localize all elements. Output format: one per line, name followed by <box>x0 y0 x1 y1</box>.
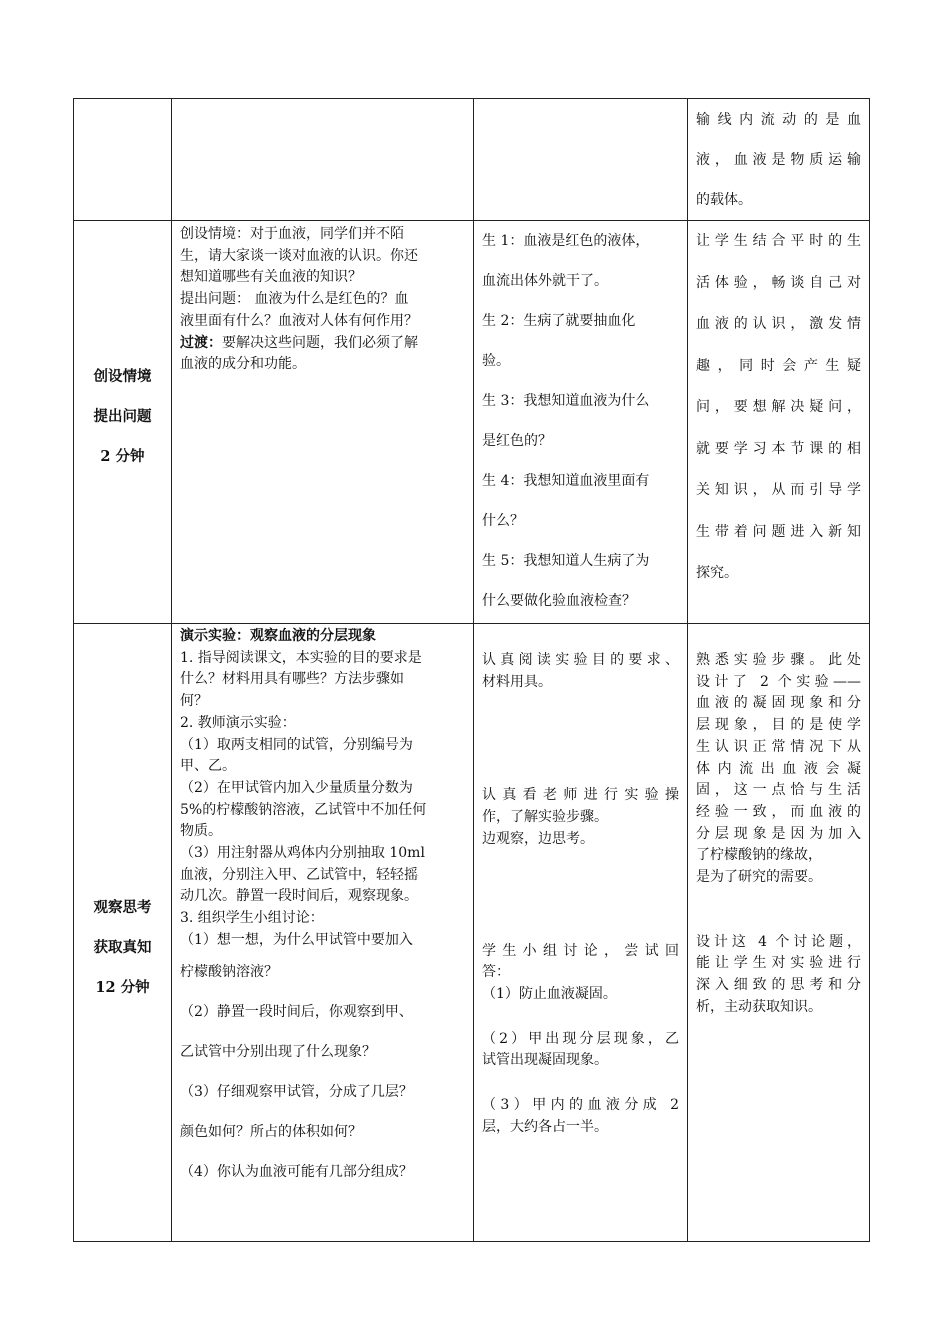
student-text: 生 1：血液是红色的液体， <box>482 233 650 249</box>
teacher-text: 颜色如何？所占的体积如何？ <box>180 1123 362 1140</box>
teacher-text: （2）在甲试管内加入少量质量分数为 <box>180 779 413 796</box>
table-row <box>74 221 870 624</box>
intent-line: 输线内流动的是血 <box>696 112 861 128</box>
intent-line: 层现象，目的是使学 <box>696 717 861 734</box>
stage-duration: 2 分钟 <box>100 448 145 465</box>
stage-cell <box>74 221 172 624</box>
teacher-activity-cell <box>172 221 474 624</box>
teacher-text: （3）仔细观察甲试管，分成了几层？ <box>180 1083 413 1100</box>
intent-line: 血液的凝固现象和分 <box>696 695 861 712</box>
intent-line: 设计这 4 个讨论题， <box>696 933 861 950</box>
lesson-plan-table <box>73 98 870 1242</box>
student-text: 作，了解实验步骤。 <box>482 809 608 826</box>
student-text: 边观察，边思考。 <box>482 830 594 847</box>
student-activity-cell <box>474 624 688 1242</box>
student-text: （2）甲出现分层现象，乙 <box>482 1030 679 1047</box>
intent-line: 能让学生对实验进行 <box>696 955 861 972</box>
intent-line: 生认识正常情况下从 <box>696 738 861 755</box>
teacher-text: （3）用注射器从鸡体内分别抽取 10ml <box>180 845 425 862</box>
transition-label: 过渡： <box>180 334 222 351</box>
teacher-text: 生，请大家谈一谈对血液的认识。你还 <box>180 247 418 264</box>
table-row <box>74 624 870 1242</box>
design-intent-cell <box>688 624 870 1242</box>
teacher-text: 1. 指导阅读课文，本实验的目的要求是 <box>180 649 422 666</box>
stage-duration: 12 分钟 <box>95 978 150 996</box>
teacher-text: 5%的柠檬酸钠溶液，乙试管中不加任何 <box>180 801 427 818</box>
intent-line: 让学生结合平时的生 <box>696 233 861 249</box>
teacher-text: 乙试管中分别出现了什么现象？ <box>180 1043 376 1060</box>
design-intent-cell <box>688 99 870 221</box>
teacher-text <box>180 333 465 355</box>
teacher-text: （1）想一想，为什么甲试管中要加入 <box>180 931 413 948</box>
student-text: 是红色的？ <box>482 433 552 449</box>
student-text: 认真看老师进行实验操 <box>482 787 679 804</box>
intent-line: 了柠檬酸钠的缘故， <box>696 847 822 864</box>
teacher-text: 提出问题： 血液为什么是红色的？血 <box>180 291 409 308</box>
teacher-text: （1）取两支相同的试管，分别编号为 <box>180 736 413 753</box>
intent-line: 设计了 2 个实验—— <box>696 673 861 690</box>
student-text: 血流出体外就干了。 <box>482 273 608 289</box>
student-activity-cell <box>474 221 688 624</box>
teacher-text: （4）你认为血液可能有几部分组成？ <box>180 1163 413 1180</box>
student-text: 层，大约各占一半。 <box>482 1118 608 1135</box>
teacher-text: 血液的成分和功能。 <box>180 356 306 373</box>
intent-line: 生带着问题进入新知 <box>696 523 861 540</box>
teacher-text: 血液，分别注入甲、乙试管中，轻轻摇 <box>180 866 418 883</box>
teacher-text: 动几次。静置一段时间后，观察现象。 <box>180 888 418 905</box>
intent-line: 液，血液是物质运输 <box>696 152 861 168</box>
transition-text: 要解决这些问题，我们必须了解 <box>222 334 418 351</box>
student-text: 认真阅读实验目的要求、 <box>482 652 679 668</box>
stage-cell <box>74 624 172 1242</box>
teacher-text: 柠檬酸钠溶液？ <box>180 963 278 980</box>
stage-label: 观察思考 <box>93 898 152 916</box>
student-text: 生 3：我想知道血液为什么 <box>482 393 650 409</box>
intent-line: 分层现象是因为加入 <box>696 825 861 842</box>
intent-line: 析，主动获取知识。 <box>696 998 822 1015</box>
student-text: 生 4：我想知道血液里面有 <box>482 473 650 489</box>
teacher-text: 想知道哪些有关血液的知识？ <box>180 269 362 286</box>
intent-line: 关知识，从而引导学 <box>696 482 861 498</box>
teacher-text: 甲、乙。 <box>180 758 236 775</box>
intent-line: 的载体。 <box>696 192 752 208</box>
stage-label: 创设情境 <box>93 368 152 385</box>
stage-label: 获取真知 <box>93 938 152 956</box>
student-text: 生 5：我想知道人生病了为 <box>482 553 650 569</box>
table-row <box>74 99 870 221</box>
intent-line: 是为了研究的需要。 <box>696 869 822 886</box>
intent-line: 体内流出血液会凝 <box>696 760 861 777</box>
intent-line: 血液的认识，激发情 <box>696 316 861 332</box>
design-intent-cell <box>688 221 870 624</box>
student-text: 答： <box>482 964 510 981</box>
student-text: 材料用具。 <box>482 673 552 690</box>
teacher-text: 物质。 <box>180 823 222 840</box>
teacher-text: （2）静置一段时间后，你观察到甲、 <box>180 1003 413 1020</box>
student-text: 什么？ <box>482 513 524 529</box>
student-text: 试管出现凝固现象。 <box>482 1052 608 1069</box>
experiment-title: 演示实验：观察血液的分层现象 <box>180 628 376 644</box>
intent-line: 熟悉实验步骤。此处 <box>696 652 861 668</box>
student-text: 学生小组讨论，尝试回 <box>482 942 679 959</box>
teacher-text: 创设情境：对于血液，同学们并不陌 <box>180 226 404 242</box>
stage-cell <box>74 99 172 221</box>
student-text: 什么要做化验血液检查？ <box>482 593 636 609</box>
student-text: 生 2：生病了就要抽血化 <box>482 313 636 329</box>
student-activity-cell <box>474 99 688 221</box>
intent-line: 固，这一点恰与生活 <box>696 782 861 799</box>
teacher-activity-cell <box>172 99 474 221</box>
teacher-text: 3. 组织学生小组讨论： <box>180 910 324 927</box>
intent-line: 趣，同时会产生疑 <box>696 357 861 374</box>
teacher-text: 液里面有什么？血液对人体有何作用？ <box>180 312 418 329</box>
intent-line: 活体验，畅谈自己对 <box>696 274 861 291</box>
intent-line: 探究。 <box>696 565 738 581</box>
intent-line: 问，要想解决疑问， <box>696 399 861 415</box>
teacher-activity-cell <box>172 624 474 1242</box>
student-text: （1）防止血液凝固。 <box>482 985 617 1002</box>
intent-line: 就要学习本节课的相 <box>696 440 861 457</box>
teacher-text: 何？ <box>180 693 208 710</box>
teacher-text: 2. 教师演示实验： <box>180 714 296 731</box>
intent-line: 经验一致，而血液的 <box>696 803 861 820</box>
intent-line: 深入细致的思考和分 <box>696 977 861 994</box>
teacher-text: 什么？材料用具有哪些？方法步骤如 <box>180 671 404 688</box>
student-text: 验。 <box>482 353 510 369</box>
stage-label: 提出问题 <box>93 408 152 425</box>
student-text: （3）甲内的血液分成 2 <box>482 1097 679 1114</box>
